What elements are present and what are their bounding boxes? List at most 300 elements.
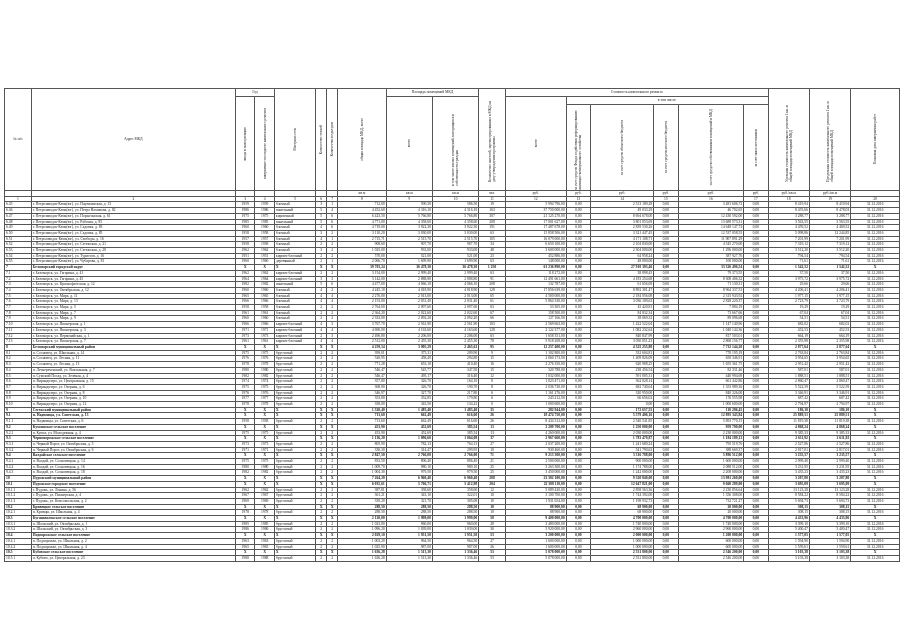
table-cell: 2 bbox=[316, 556, 327, 562]
table-cell: 1 600 000,00 bbox=[678, 459, 744, 465]
table-cell: п. Валдай, ул. Сосновецкая, д. 18 bbox=[31, 470, 235, 476]
table-cell: X bbox=[255, 413, 274, 419]
table-cell: 322,01 bbox=[432, 493, 478, 499]
table-cell: 0,00 bbox=[566, 476, 590, 482]
table-cell: п. Сосновец, ул. Лесная, д. 11 bbox=[31, 356, 235, 362]
table-cell: Кривецкое сельское поселение bbox=[31, 504, 235, 510]
table-cell: брусчатый bbox=[274, 470, 315, 476]
table-cell: 20 000,00 bbox=[678, 504, 744, 510]
table-cell: 288,50 bbox=[432, 510, 478, 516]
table-cell: 2 496,80 bbox=[338, 333, 387, 339]
table-cell: 36 478,30 bbox=[386, 265, 432, 271]
table-cell: 9 385,33 bbox=[809, 430, 850, 436]
column-number-cell: 19 bbox=[809, 196, 850, 202]
table-cell: 1 039,00 bbox=[386, 527, 432, 533]
table-cell: 2 546 200,00 bbox=[678, 556, 744, 562]
table-cell: 3 103,38 bbox=[768, 556, 809, 562]
table-cell: 103 bbox=[479, 322, 506, 328]
table-cell: 6 bbox=[327, 225, 338, 231]
table-cell: 31.12.2016 bbox=[851, 333, 900, 339]
table-cell: 5 920 000,00 bbox=[505, 527, 566, 533]
table-cell: 0,00 bbox=[744, 419, 768, 425]
table-cell: 1978 bbox=[236, 402, 255, 408]
table-cell: 8.4 bbox=[5, 367, 32, 373]
table-cell: 31.12.2016 bbox=[851, 253, 900, 259]
table-cell: 0,00 bbox=[654, 441, 678, 447]
table-cell: X bbox=[236, 550, 255, 556]
table-cell: 0,00 bbox=[654, 299, 678, 305]
table-cell: 1976 bbox=[255, 390, 274, 396]
table-cell: 82 331,46 bbox=[678, 367, 744, 373]
table-cell: 3 036 109,63 bbox=[591, 299, 654, 305]
table-cell: 71 bbox=[479, 453, 506, 459]
table-cell: 1 064,08 bbox=[432, 436, 478, 442]
table-cell: X bbox=[274, 516, 315, 522]
table-cell: 6 bbox=[327, 213, 338, 219]
table-cell: 2 bbox=[327, 470, 338, 476]
table-cell: 243 212,00 bbox=[505, 396, 566, 402]
table-cell: 2 960 000,00 bbox=[591, 527, 654, 533]
table-cell: 2 561,90 bbox=[432, 322, 478, 328]
table-cell: 1982 bbox=[236, 282, 255, 288]
table-cell: 0,00 bbox=[591, 402, 654, 408]
table-cell: 0,00 bbox=[654, 225, 678, 231]
table-cell: X bbox=[316, 504, 327, 510]
table-cell: брусчатый bbox=[274, 493, 315, 499]
table-cell: 4 433,96 bbox=[768, 516, 809, 522]
table-cell: 385,54 bbox=[432, 424, 478, 430]
table-cell: 2 bbox=[327, 430, 338, 436]
table-cell: 0,00 bbox=[654, 550, 678, 556]
table-cell: 299,95 bbox=[432, 447, 478, 453]
table-cell: 3 263 300,00 bbox=[505, 464, 566, 470]
table-cell: 12 430 592,00 bbox=[678, 213, 744, 219]
table-cell: деревянный bbox=[274, 259, 315, 265]
table-cell: 31.12.2016 bbox=[851, 470, 900, 476]
table-cell: 1 040 144,36 bbox=[678, 327, 744, 333]
table-cell: 1965 bbox=[255, 544, 274, 550]
table-cell: 6 bbox=[327, 219, 338, 225]
table-cell: 31.12.2016 bbox=[851, 367, 900, 373]
table-cell: 25 889,51 bbox=[768, 413, 809, 419]
table-cell: 9 320 840,00 bbox=[591, 476, 654, 482]
table-cell: 2 bbox=[316, 333, 327, 339]
table-cell: 11 907 891,29 bbox=[678, 236, 744, 242]
table-cell: 3 103,38 bbox=[809, 556, 850, 562]
table-cell: 0,00 bbox=[744, 316, 768, 322]
table-cell: 1985 bbox=[236, 219, 255, 225]
housing-repair-register-table bbox=[4, 88, 900, 562]
table-cell: брусчатый bbox=[274, 350, 315, 356]
table-cell: 1957 bbox=[236, 236, 255, 242]
table-cell: 1986 bbox=[255, 527, 274, 533]
table-cell: 4 316,10 bbox=[386, 208, 432, 214]
table-cell: 1988 bbox=[255, 556, 274, 562]
table-cell: 3 bbox=[316, 230, 327, 236]
table-cell: 1980 bbox=[255, 464, 274, 470]
table-cell: брусчатый bbox=[274, 447, 315, 453]
table-cell: X bbox=[274, 407, 315, 413]
table-cell: 2 bbox=[316, 441, 327, 447]
table-cell: 3 767,70 bbox=[338, 322, 387, 328]
header-wall-material: Материал стен bbox=[292, 128, 297, 151]
table-cell: 586,50 bbox=[432, 202, 478, 208]
table-cell: 15 858 506,00 bbox=[505, 230, 566, 236]
table-cell: 388 669,37 bbox=[678, 447, 744, 453]
table-cell: 361,21 bbox=[338, 493, 387, 499]
table-cell: 4 260 000,00 bbox=[505, 430, 566, 436]
table-cell: 782,13 bbox=[386, 441, 432, 447]
table-cell: X bbox=[316, 533, 327, 539]
column-number-cell: 14 bbox=[591, 196, 654, 202]
table-cell: 2 bbox=[327, 521, 338, 527]
table-cell: 5 412,98 bbox=[432, 481, 478, 487]
table-cell: 2 bbox=[327, 367, 338, 373]
table-cell: 1978 bbox=[255, 362, 274, 368]
table-cell: 2 515,70 bbox=[432, 236, 478, 242]
table-cell: 172 657,55 bbox=[591, 407, 654, 413]
table-cell: брусчатый bbox=[274, 367, 315, 373]
table-cell: г. Беломорск, ул. Мира, д. 11 bbox=[31, 293, 235, 299]
table-cell: брусчатый bbox=[274, 402, 315, 408]
table-cell: 1977 bbox=[236, 396, 255, 402]
header-year-last-repair: завершение последнего капитального ремонта bbox=[262, 107, 267, 180]
table-cell: 375,31 bbox=[386, 350, 432, 356]
table-cell: 0,00 bbox=[744, 487, 768, 493]
table-cell: X bbox=[316, 265, 327, 271]
table-cell: 1 174 788,00 bbox=[591, 464, 654, 470]
table-cell: 3 288,77 bbox=[809, 213, 850, 219]
table-cell: 0,00 bbox=[744, 481, 768, 487]
table-cell: 0,00 bbox=[744, 379, 768, 385]
table-cell: 8 455,66 bbox=[768, 208, 809, 214]
table-cell: 305,08 bbox=[432, 498, 478, 504]
table-cell: 65 bbox=[479, 293, 506, 299]
table-cell: 1 242 000,00 bbox=[591, 470, 654, 476]
table-cell: 2 355,98 bbox=[809, 339, 850, 345]
table-cell: 38 069,32 bbox=[591, 316, 654, 322]
table-cell: 2 bbox=[316, 242, 327, 248]
table-cell: 2 817,01 bbox=[809, 447, 850, 453]
table-cell: 5 864 330,00 bbox=[505, 299, 566, 305]
table-cell: 6 bbox=[479, 396, 506, 402]
table-cell: 1975 bbox=[255, 350, 274, 356]
table-cell: 1960 bbox=[255, 316, 274, 322]
table-cell: 27 bbox=[479, 441, 506, 447]
table-cell: кирпич-блочный bbox=[274, 333, 315, 339]
table-cell: 0,00 bbox=[744, 533, 768, 539]
table-cell: 346,97 bbox=[338, 390, 387, 396]
table-cell: 1980 bbox=[255, 367, 274, 373]
table-cell: X bbox=[327, 344, 338, 350]
table-cell: X bbox=[236, 453, 255, 459]
table-cell: 2 230 856,64 bbox=[678, 487, 744, 493]
table-cell: 84 832,34 bbox=[591, 310, 654, 316]
table-cell: 587,01 bbox=[809, 367, 850, 373]
table-cell: 1 000 600,00 bbox=[678, 402, 744, 408]
table-cell: 330,30 bbox=[338, 447, 387, 453]
table-cell: 616,60 bbox=[432, 419, 478, 425]
table-cell: 1 025,00 bbox=[338, 248, 387, 254]
table-cell: 1958 bbox=[236, 242, 255, 248]
table-cell: 4 868,24 bbox=[768, 424, 809, 430]
table-cell: 1966 bbox=[236, 322, 255, 328]
table-cell: 2 bbox=[316, 396, 327, 402]
table-cell: 4 358,60 bbox=[386, 219, 432, 225]
table-cell: 0,00 bbox=[566, 299, 590, 305]
table-cell: X bbox=[327, 476, 338, 482]
table-cell: 8 694 678,00 bbox=[591, 213, 654, 219]
table-cell: 282 944,00 bbox=[505, 407, 566, 413]
table-cell: 5 089 420,00 bbox=[505, 487, 566, 493]
table-cell: 148 000,00 bbox=[505, 259, 566, 265]
table-cell: X bbox=[327, 504, 338, 510]
table-cell: 357,80 bbox=[338, 379, 387, 385]
table-cell: 1971 bbox=[255, 447, 274, 453]
table-cell: г. Беломорск, ул. Пионерская, д. 1 bbox=[31, 322, 235, 328]
table-cell: 2 561,90 bbox=[386, 322, 432, 328]
table-cell: 1 951,50 bbox=[386, 533, 432, 539]
table-cell: X bbox=[327, 481, 338, 487]
table-cell: 1 023 471,00 bbox=[505, 379, 566, 385]
table-cell: X bbox=[236, 436, 255, 442]
table-cell: брусчатый bbox=[274, 556, 315, 562]
table-cell: кирпич-блочный bbox=[274, 270, 315, 276]
table-cell: 9.3.2 bbox=[5, 447, 32, 453]
header-cost-fund: за счет средств Фонда содействия реформированию жилищно-коммунального хозяйства bbox=[574, 109, 583, 190]
table-cell: 0,00 bbox=[566, 470, 590, 476]
table-cell: 1966 bbox=[236, 299, 255, 305]
table-cell: 10.2 bbox=[5, 504, 32, 510]
table-cell: кирпич-блочный bbox=[274, 322, 315, 328]
table-cell: 25 889,51 bbox=[809, 413, 850, 419]
table-cell: 3 954,65 bbox=[809, 356, 850, 362]
table-cell: 27 bbox=[479, 538, 506, 544]
table-cell: 0,00 bbox=[654, 453, 678, 459]
table-cell: 4 316,10 bbox=[432, 208, 478, 214]
table-cell: 1960 bbox=[255, 259, 274, 265]
table-cell: г. Петрозаводск-Кемь(юг), ул. Туристов, д. 16 bbox=[31, 253, 235, 259]
table-cell: 31.12.2016 bbox=[851, 299, 900, 305]
table-cell: 37 bbox=[479, 436, 506, 442]
table-cell: 1958 bbox=[236, 230, 255, 236]
table-cell: 1971 bbox=[236, 447, 255, 453]
table-cell: 105 bbox=[479, 236, 506, 242]
table-cell: 3 030,00 bbox=[432, 230, 478, 236]
table-cell: 2 bbox=[316, 350, 327, 356]
table-cell: X bbox=[327, 533, 338, 539]
table-cell: 0,00 bbox=[654, 424, 678, 430]
table-cell: 33 326 496,54 bbox=[678, 265, 744, 271]
table-cell: 1 888,51 bbox=[768, 373, 809, 379]
table-cell: 0,00 bbox=[566, 310, 590, 316]
table-cell: г. Беломорск, ул. Мира, д. 7 bbox=[31, 310, 235, 316]
table-cell: п. Вирандозеро, ул. Озерная, д. 10 bbox=[31, 396, 235, 402]
table-cell: 0,00 bbox=[566, 384, 590, 390]
table-cell: 4 690,00 bbox=[338, 327, 387, 333]
table-cell: 0,00 bbox=[744, 498, 768, 504]
table-cell: 0,00 bbox=[654, 390, 678, 396]
table-cell: 4 bbox=[327, 299, 338, 305]
table-cell: 4 bbox=[316, 225, 327, 231]
table-cell: 1 184 189,13 bbox=[678, 436, 744, 442]
table-cell: 8.1 bbox=[5, 350, 32, 356]
table-cell: 88 900,00 bbox=[505, 510, 566, 516]
table-cell: 326,70 bbox=[386, 379, 432, 385]
table-cell: 0,00 bbox=[654, 470, 678, 476]
table-cell: X bbox=[851, 481, 900, 487]
table-cell: 5 694,73 bbox=[809, 498, 850, 504]
table-cell: 0,00 bbox=[744, 447, 768, 453]
table-cell: 320 788,00 bbox=[505, 367, 566, 373]
table-cell: X bbox=[236, 413, 255, 419]
table-cell: 0,00 bbox=[566, 333, 590, 339]
table-cell: 134,22 bbox=[432, 402, 478, 408]
table-cell: 1 039,00 bbox=[432, 527, 478, 533]
table-cell: 1958 bbox=[255, 230, 274, 236]
table-cell: 0,00 bbox=[654, 367, 678, 373]
table-cell: X bbox=[851, 436, 900, 442]
table-cell: 31.12.2016 bbox=[851, 287, 900, 293]
table-cell: 26 bbox=[479, 419, 506, 425]
table-cell: 0,00 bbox=[744, 265, 768, 271]
table-cell: 3 600 000,00 bbox=[505, 248, 566, 254]
table-cell: брусчатый bbox=[274, 538, 315, 544]
table-cell: 662,49 bbox=[386, 413, 432, 419]
table-cell: 1960 bbox=[236, 259, 255, 265]
table-cell: 0,00 bbox=[654, 287, 678, 293]
table-cell: 3 103,38 bbox=[768, 550, 809, 556]
table-cell: 63 bbox=[479, 270, 506, 276]
table-cell: 0,00 bbox=[654, 265, 678, 271]
table-cell: 71 130,31 bbox=[678, 282, 744, 288]
table-cell: 28 bbox=[479, 521, 506, 527]
header-group-year: Год bbox=[236, 89, 275, 97]
table-cell: 11 819,38 bbox=[809, 419, 850, 425]
table-cell: 12 895 343,84 bbox=[678, 413, 744, 419]
table-cell: 1 999,00 bbox=[432, 516, 478, 522]
table-cell: 2 bbox=[327, 396, 338, 402]
table-cell: 48 bbox=[479, 248, 506, 254]
table-cell: 0,00 bbox=[744, 362, 768, 368]
table-cell: 2 bbox=[316, 419, 327, 425]
table-cell: 2 455,30 bbox=[432, 339, 478, 345]
table-cell: 1 356 308,00 bbox=[678, 493, 744, 499]
table-cell: 288,50 bbox=[338, 510, 387, 516]
table-cell: 1963 bbox=[236, 538, 255, 544]
table-cell: 2 888,80 bbox=[386, 276, 432, 282]
table-cell: 21 bbox=[479, 459, 506, 465]
table-cell: брусчатый bbox=[274, 527, 315, 533]
table-cell: 68 900,00 bbox=[591, 510, 654, 516]
table-cell: 31.12.2016 bbox=[851, 339, 900, 345]
table-cell: 6.51 bbox=[5, 236, 32, 242]
table-cell: 5 893 770,15 bbox=[678, 419, 744, 425]
table-cell: 440 994,69 bbox=[678, 373, 744, 379]
table-cell: 19,29 bbox=[809, 305, 850, 311]
table-cell: 12 257 400,00 bbox=[505, 344, 566, 350]
table-cell: 520,95 bbox=[338, 356, 387, 362]
table-cell: 31.12.2016 bbox=[851, 362, 900, 368]
table-cell: 11 819,38 bbox=[768, 419, 809, 425]
table-cell: 1980 bbox=[236, 464, 255, 470]
table-cell: 0,00 bbox=[566, 447, 590, 453]
table-cell: 0,00 bbox=[566, 213, 590, 219]
table-cell: 1962 bbox=[255, 487, 274, 493]
table-cell: 2 723,79 bbox=[768, 299, 809, 305]
table-cell: 5 078 000,00 bbox=[505, 550, 566, 556]
header-group-cost: Стоимость капитального ремонта bbox=[505, 89, 768, 97]
header-total-area: общая площадь МКД, всего bbox=[359, 118, 364, 161]
table-cell: 8 419,94 bbox=[809, 202, 850, 208]
table-cell: 0,00 bbox=[744, 350, 768, 356]
unit-cell: руб. bbox=[678, 191, 744, 197]
table-cell: 4 545 270,00 bbox=[678, 242, 744, 248]
table-cell: 2 013,00 bbox=[432, 293, 478, 299]
table-cell: 2 bbox=[327, 356, 338, 362]
table-cell: 0,00 bbox=[744, 407, 768, 413]
table-cell: 2 bbox=[316, 379, 327, 385]
table-cell: 0,00 bbox=[566, 367, 590, 373]
table-cell: 964,50 bbox=[386, 538, 432, 544]
table-cell: X bbox=[255, 533, 274, 539]
table-cell: 2 569 663,00 bbox=[505, 322, 566, 328]
table-cell: 1960 bbox=[236, 316, 255, 322]
table-cell: 45 420,81 bbox=[591, 305, 654, 311]
table-cell: 2 bbox=[327, 544, 338, 550]
table-cell: 3 bbox=[327, 276, 338, 282]
table-cell: 795 519,76 bbox=[678, 441, 744, 447]
table-cell: 29,66 bbox=[809, 282, 850, 288]
table-cell: 0,00 bbox=[744, 310, 768, 316]
table-cell: 1985 bbox=[255, 521, 274, 527]
table-cell: 0,00 bbox=[744, 521, 768, 527]
table-cell: 1 bbox=[327, 202, 338, 208]
table-cell: 3 399,10 bbox=[768, 521, 809, 527]
table-cell: 3 922,30 bbox=[432, 225, 478, 231]
table-cell: 6 960,40 bbox=[432, 476, 478, 482]
table-cell: 7.13 bbox=[5, 339, 32, 345]
table-cell: 61 bbox=[479, 299, 506, 305]
table-cell: Пудожское городское поселение bbox=[31, 481, 235, 487]
table-cell: 7 732 144,20 bbox=[678, 344, 744, 350]
table-cell: 9.4.3 bbox=[5, 470, 32, 476]
table-cell: 0,00 bbox=[566, 430, 590, 436]
table-cell: 31.12.2016 bbox=[851, 459, 900, 465]
table-cell: 10 bbox=[479, 447, 506, 453]
table-cell: 410,40 bbox=[432, 362, 478, 368]
table-cell: 110 286,45 bbox=[678, 407, 744, 413]
table-cell: 1 513,30 bbox=[386, 556, 432, 562]
table-cell: 0,00 bbox=[654, 276, 678, 282]
table-cell: 8.10 bbox=[5, 402, 32, 408]
table-cell: 2 999,40 bbox=[432, 270, 478, 276]
table-cell: 616,60 bbox=[432, 413, 478, 419]
table-cell: 2 512,00 bbox=[338, 339, 387, 345]
table-cell: 0,00 bbox=[744, 202, 768, 208]
table-cell: 1 740 000,00 bbox=[591, 521, 654, 527]
table-cell: 0,00 bbox=[654, 436, 678, 442]
table-cell: X bbox=[851, 476, 900, 482]
table-cell: 2 206,00 bbox=[432, 333, 478, 339]
table-cell: г. Беломорск, ул. Октябрьская, д. 12 bbox=[31, 287, 235, 293]
table-cell: 4 183 254,68 bbox=[591, 276, 654, 282]
table-cell: 1 559,61 bbox=[809, 544, 850, 550]
table-cell: 7.2 bbox=[5, 276, 32, 282]
table-cell: 1961 bbox=[255, 310, 274, 316]
table-cell: 31.12.2016 bbox=[851, 556, 900, 562]
table-cell: п. Шальский, ул. Октябрьская, д. 1 bbox=[31, 521, 235, 527]
